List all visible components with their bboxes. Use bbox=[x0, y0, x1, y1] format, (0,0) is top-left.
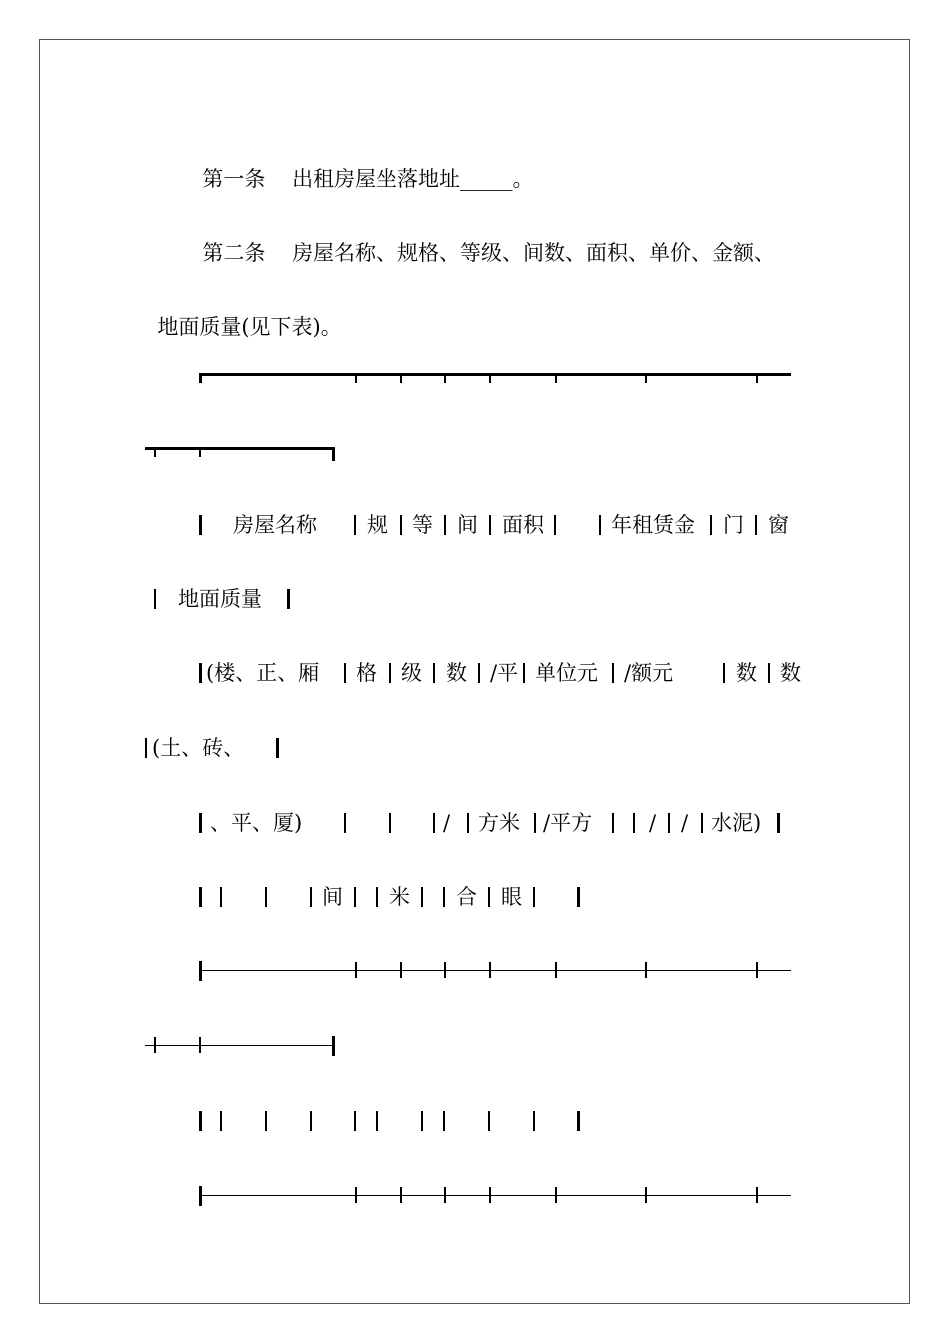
table-separator-rule-cont bbox=[145, 1040, 335, 1052]
article-2 bbox=[189, 214, 775, 266]
header-cell: /额元 bbox=[624, 661, 674, 685]
table-header-row-1 bbox=[199, 512, 799, 538]
article-2-text: 房屋名称、规格、等级、间数、面积、单价、金额、 bbox=[292, 241, 776, 265]
article-1 bbox=[189, 140, 534, 192]
article-2-text-cont: 地面质量(见下表)。 bbox=[157, 315, 342, 339]
header-cell: 年租赁金 bbox=[611, 513, 695, 537]
article-1-text: 出租房屋坐落地址_____。 bbox=[292, 167, 534, 191]
header-cell: /平方 bbox=[543, 811, 593, 835]
header-cell: 数 bbox=[780, 661, 801, 685]
header-cell: 方米 bbox=[478, 811, 520, 835]
header-cell: (楼、正、厢 bbox=[206, 661, 320, 685]
header-cell: 面积 bbox=[502, 513, 544, 537]
header-cell: 级 bbox=[401, 661, 422, 685]
table-header-row-2 bbox=[199, 660, 809, 686]
table-bottom-rule bbox=[199, 1190, 791, 1202]
header-cell: 间 bbox=[457, 513, 478, 537]
table-header-row-4 bbox=[199, 884, 599, 910]
header-cell: 单位元 bbox=[535, 661, 598, 685]
table-top-rule-cont bbox=[145, 447, 335, 461]
header-cell: 地面质量 bbox=[178, 587, 262, 611]
header-cell: 数 bbox=[736, 661, 757, 685]
header-cell: 门 bbox=[723, 513, 744, 537]
header-cell: 水泥) bbox=[711, 811, 762, 835]
header-cell: 米 bbox=[389, 885, 410, 909]
header-cell: / bbox=[443, 811, 451, 835]
header-cell: 眼 bbox=[501, 885, 522, 909]
header-cell: 窗 bbox=[768, 513, 789, 537]
header-cell: 规 bbox=[367, 513, 388, 537]
header-cell: 格 bbox=[356, 661, 377, 685]
article-2-prefix: 第二条 bbox=[202, 241, 266, 265]
header-cell: / bbox=[649, 811, 657, 835]
header-cell: /平 bbox=[490, 661, 519, 685]
header-cell: 、平、厦) bbox=[210, 811, 303, 835]
table-header-row-1-cont bbox=[145, 586, 305, 612]
table-header-row-2-cont bbox=[145, 735, 295, 761]
article-2-continued bbox=[144, 288, 342, 340]
article-1-prefix: 第一条 bbox=[202, 167, 266, 191]
table-data-row bbox=[199, 1108, 599, 1134]
table-top-rule bbox=[199, 373, 791, 383]
header-cell: 合 bbox=[456, 885, 477, 909]
table-header-row-3 bbox=[199, 810, 799, 836]
header-cell: / bbox=[681, 811, 689, 835]
header-cell: 间 bbox=[322, 885, 343, 909]
header-cell: 等 bbox=[412, 513, 433, 537]
header-cell: 房屋名称 bbox=[233, 513, 317, 537]
header-cell: 数 bbox=[446, 661, 467, 685]
header-cell: (土、砖、 bbox=[152, 736, 245, 760]
table-separator-rule bbox=[199, 965, 791, 977]
